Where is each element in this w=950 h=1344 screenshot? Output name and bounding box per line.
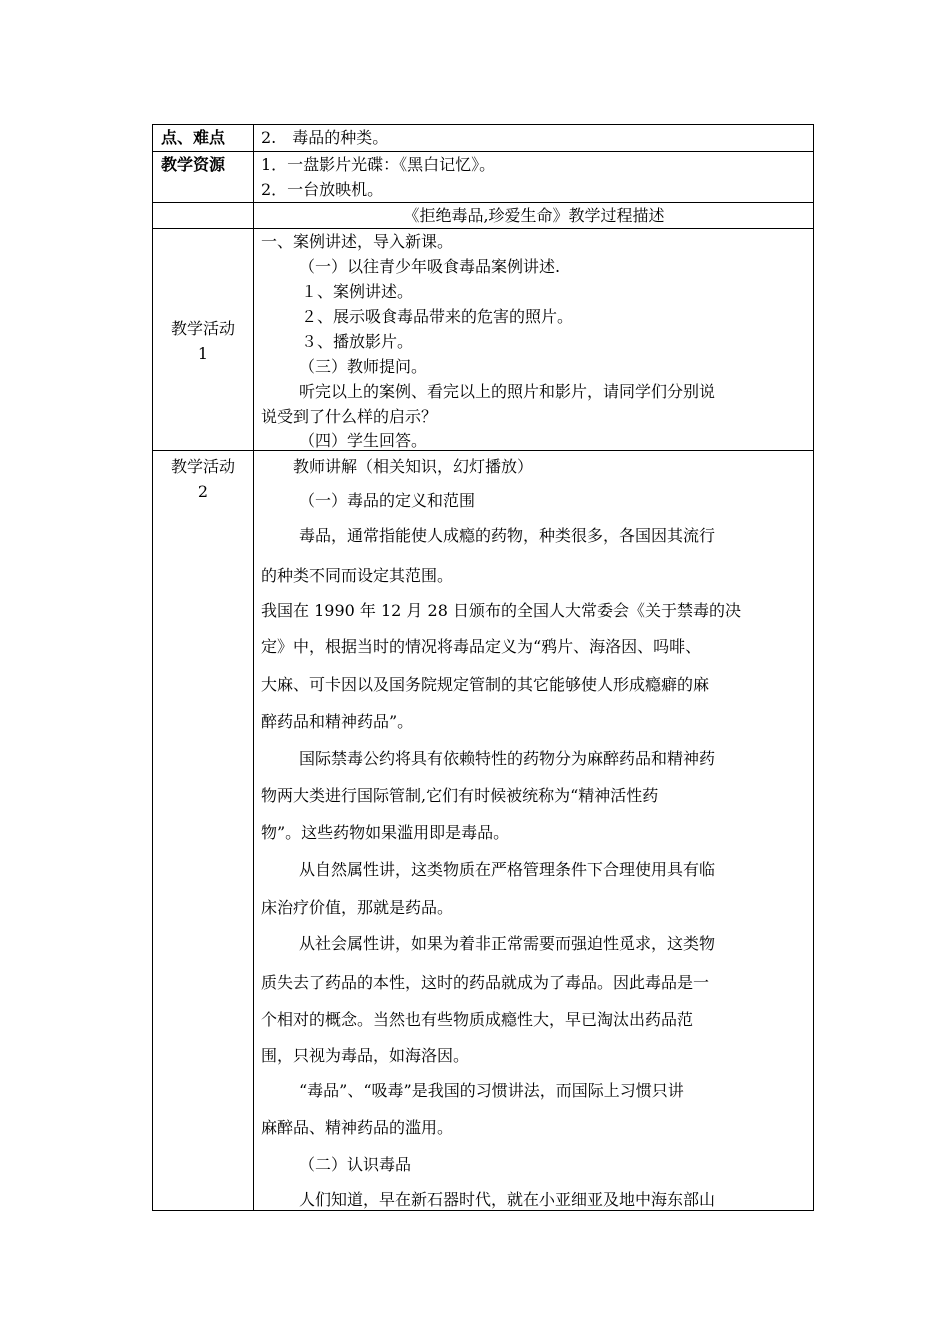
process-title: 《拒绝毒品,珍爱生命》教学过程描述	[403, 206, 665, 225]
activity2-line: 麻醉品、精神药品的滥用。	[261, 1118, 454, 1137]
activity2-line: 质失去了药品的本性，这时的药品就成为了毒品。因此毒品是一	[261, 973, 710, 992]
activity1-line: ３、播放影片。	[301, 332, 414, 351]
activity2-line: 大麻、可卡因以及国务院规定管制的其它能够使人形成瘾癖的麻	[261, 675, 710, 694]
activity1-line: 一、案例讲述，导入新课。	[261, 232, 454, 251]
activity2-line: 床治疗价值，那就是药品。	[261, 898, 454, 917]
activity2-number: 2	[197, 482, 209, 501]
activity2-line: “毒品”、“吸毒”是我国的习惯讲法，而国际上习惯只讲	[299, 1081, 684, 1100]
activity2-line: 醉药品和精神药品”。	[261, 712, 414, 731]
activity2-label: 教学活动	[170, 457, 235, 476]
row-divider	[153, 202, 813, 203]
key-points-line: 2. 毒品的种类。	[261, 128, 389, 147]
activity1-number: 1	[197, 344, 209, 363]
activity2-line: 的种类不同而设定其范围。	[261, 566, 454, 585]
resources-label: 教学资源	[161, 155, 226, 174]
row-divider	[153, 151, 813, 152]
activity2-line: 国际禁毒公约将具有依赖特性的药物分为麻醉药品和精神药	[299, 749, 716, 768]
column-divider	[253, 125, 254, 1210]
activity2-line: 从自然属性讲，这类物质在严格管理条件下合理使用具有临	[299, 860, 716, 879]
activity1-line: 说受到了什么样的启示？	[261, 407, 438, 426]
resources-line: 1．一盘影片光碟：《黑白记忆》。	[261, 155, 496, 174]
activity2-line: 物”。这些药物如果滥用即是毒品。	[261, 823, 510, 842]
activity2-line: 个相对的概念。当然也有些物质成瘾性大，早已淘汰出药品范	[261, 1010, 694, 1029]
activity1-line: １、案例讲述。	[301, 282, 414, 301]
activity2-line: 毒品，通常指能使人成瘾的药物，种类很多，各国因其流行	[299, 526, 716, 545]
activity1-line: ２、展示吸食毒品带来的危害的照片。	[301, 307, 574, 326]
activity2-line: 我国在 1990 年 12 月 28 日颁布的全国人大常委会《关于禁毒的决	[261, 601, 741, 620]
row-divider	[153, 450, 813, 451]
activity2-line: （二）认识毒品	[299, 1155, 412, 1174]
activity1-line: （三）教师提问。	[299, 357, 428, 376]
activity2-line: 人们知道，早在新石器时代，就在小亚细亚及地中海东部山	[299, 1190, 716, 1209]
activity2-line: 围，只视为毒品，如海洛因。	[261, 1046, 470, 1065]
activity1-line: 听完以上的案例、看完以上的照片和影片，请同学们分别说	[299, 382, 716, 401]
activity2-line: （一）毒品的定义和范围	[299, 491, 476, 510]
activity2-line: 从社会属性讲，如果为着非正常需要而强迫性觅求，这类物	[299, 934, 716, 953]
activity1-line: （四）学生回答。	[299, 431, 428, 450]
activity1-label: 教学活动	[170, 319, 235, 338]
activity1-line: （一）以往青少年吸食毒品案例讲述.	[299, 257, 561, 276]
lesson-plan-table	[152, 124, 814, 1211]
row-divider	[153, 228, 813, 229]
activity2-line: 物两大类进行国际管制,它们有时候被统称为“精神活性药	[261, 786, 659, 805]
activity2-line: 定》中，根据当时的情况将毒品定义为“鸦片、海洛因、吗啡、	[261, 637, 702, 656]
activity2-line: 教师讲解（相关知识，幻灯播放）	[293, 457, 534, 476]
key-points-label: 点、难点	[161, 128, 226, 147]
resources-line: 2．一台放映机。	[261, 180, 384, 199]
